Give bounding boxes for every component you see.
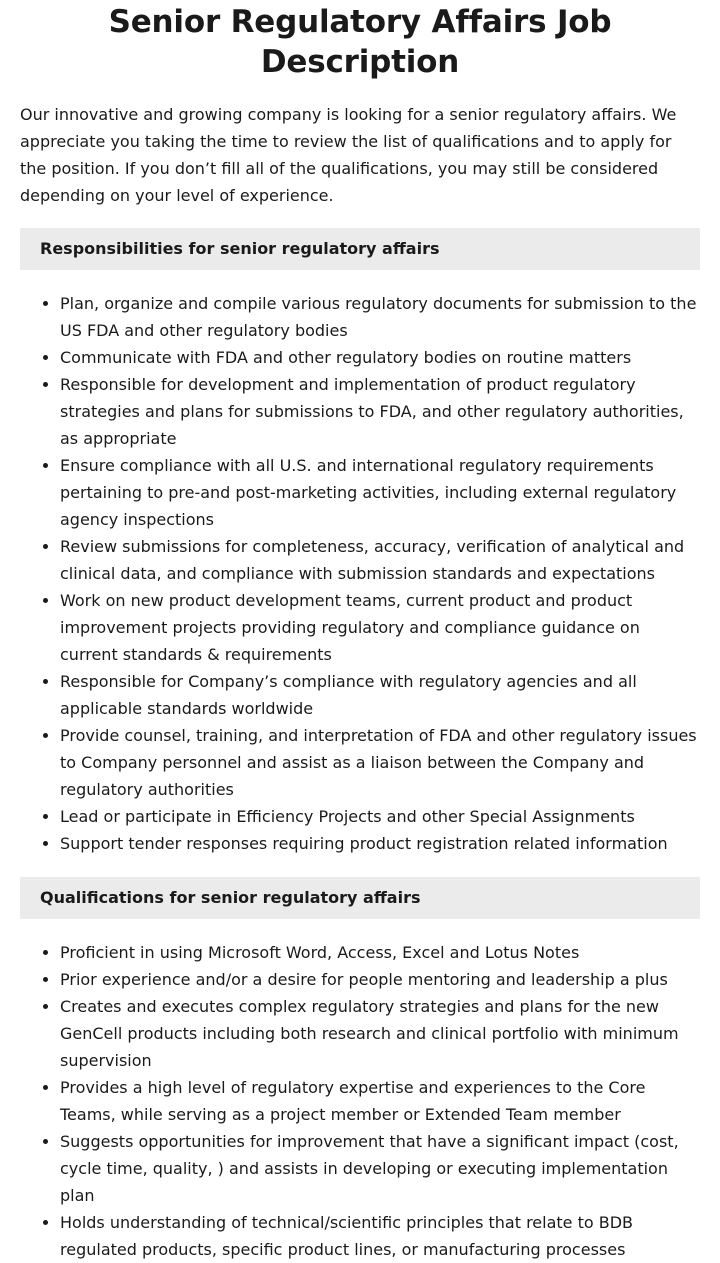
list-item: • Ensure compliance with all U.S. and international regulatory requirements pertaining to pre-and post-marketing activities, including external regulatory agency inspections bbox=[60, 452, 700, 533]
responsibilities-list bbox=[20, 290, 700, 857]
list-item: • Support tender responses requiring product registration related information bbox=[60, 830, 700, 857]
list-item: • Creates and executes complex regulatory strategies and plans for the new GenCell products including both research and clinical portfolio with minimum supervision bbox=[60, 993, 700, 1074]
list-item: • Plan, organize and compile various regulatory documents for submission to the US FDA and other regulatory bodies bbox=[60, 290, 700, 344]
list-item: • Responsible for Company’s compliance with regulatory agencies and all applicable standards worldwide bbox=[60, 668, 700, 722]
list-item: • Communicate with FDA and other regulatory bodies on routine matters bbox=[60, 344, 700, 371]
list-item: • Provide counsel, training, and interpretation of FDA and other regulatory issues to Company personnel and assist as a liaison between the Company and regulatory authorities bbox=[60, 722, 700, 803]
list-item: • Review submissions for completeness, accuracy, verification of analytical and clinical data, and compliance with submission standards and expectations bbox=[60, 533, 700, 587]
page-title: Senior Regulatory Affairs Job Description bbox=[108, 4, 612, 80]
list-item: • Work on new product development teams, current product and product improvement projects providing regulatory and compliance guidance on current standards & requirements bbox=[60, 587, 700, 668]
qualifications-heading: Qualifications for senior regulatory affairs bbox=[20, 877, 700, 919]
responsibilities-heading: Responsibilities for senior regulatory affairs bbox=[20, 228, 700, 270]
list-item: • Responsible for development and implementation of product regulatory strategies and plans for submissions to FDA, and other regulatory authorities, as appropriate bbox=[60, 371, 700, 452]
list-item: • Suggests opportunities for improvement that have a significant impact (cost, cycle time, quality, ) and assists in developing or executing implementation plan bbox=[60, 1128, 700, 1209]
list-item: • Proficient in using Microsoft Word, Access, Excel and Lotus Notes bbox=[60, 939, 700, 966]
list-item: • Holds understanding of technical/scientific principles that relate to BDB regulated products, specific product lines, or manufacturing processes bbox=[60, 1209, 700, 1263]
list-item: • Provides a high level of regulatory expertise and experiences to the Core Teams, while serving as a project member or Extended Team member bbox=[60, 1074, 700, 1128]
list-item: • Lead or participate in Efficiency Projects and other Special Assignments bbox=[60, 803, 700, 830]
intro-paragraph: Our innovative and growing company is looking for a senior regulatory affairs. We appreciate you taking the time to review the list of qualifications and to apply for the position. If you don’t fill all of the qualifications, you may still be considered depending on your level of experience. bbox=[20, 105, 677, 205]
list-item: • Prior experience and/or a desire for people mentoring and leadership a plus bbox=[60, 966, 700, 993]
qualifications-list bbox=[20, 939, 700, 1263]
